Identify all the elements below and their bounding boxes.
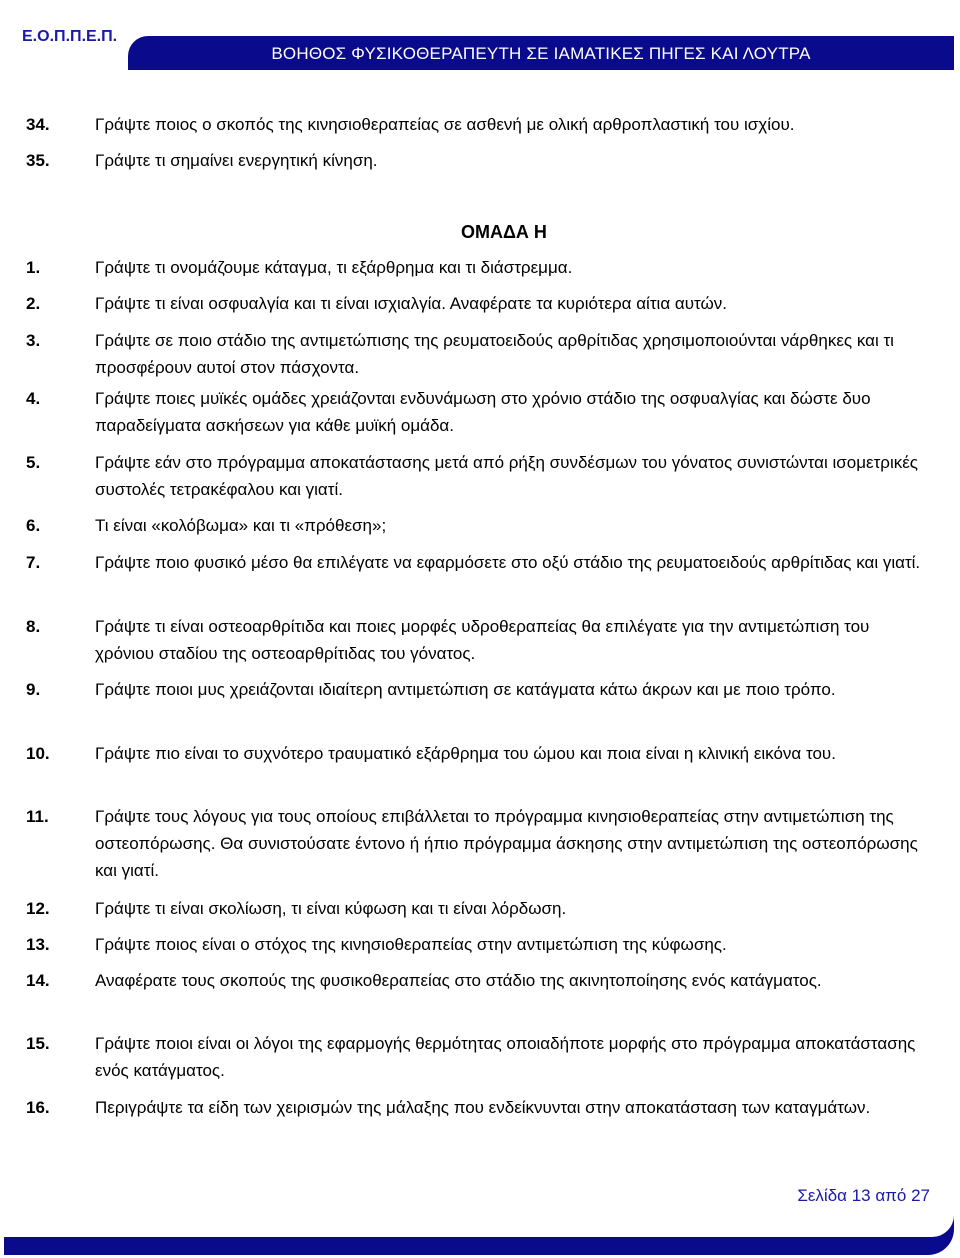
question-text: Γράψτε εάν στο πρόγραμμα αποκατάστασης μετά από ρήξη συνδέσμων του γόνατος συνιστώνται ισομετρικές συστολές τετρακέφαλου και γιατί. xyxy=(95,453,918,499)
question-text: Γράψτε τι είναι οσφυαλγία και τι είναι ισχιαλγία. Αναφέρατε τα κυριότερα αίτια αυτών. xyxy=(95,294,727,313)
question-number: 5. xyxy=(26,453,41,472)
question-number: 12. xyxy=(26,899,50,918)
footer-panel xyxy=(4,1170,954,1237)
organization-label: Ε.Ο.Π.Π.Ε.Π. xyxy=(22,28,118,45)
question-text: Γράψτε πιο είναι το συχνότερο τραυματικό εξάρθρημα του ώμου και ποια είναι η κλινική εικόνα του. xyxy=(95,744,836,763)
question-number: 11. xyxy=(26,807,49,826)
document-title: ΒΟΗΘΟΣ ΦΥΣΙΚΟΘΕΡΑΠΕΥΤΗ ΣΕ ΙΑΜΑΤΙΚΕΣ ΠΗΓΕΣ ΚΑΙ ΛΟΥΤΡΑ xyxy=(271,44,811,63)
question-text: Γράψτε ποιος ο σκοπός της κινησιοθεραπείας σε ασθενή με ολική αρθροπλαστική του ισχίου. xyxy=(95,115,795,134)
question-text: Γράψτε τι σημαίνει ενεργητική κίνηση. xyxy=(95,151,378,170)
question-number: 14. xyxy=(26,971,50,990)
question-number: 10. xyxy=(26,744,50,763)
question-number: 8. xyxy=(26,617,41,636)
question-text: Περιγράψτε τα είδη των χειρισμών της μάλαξης που ενδείκνυνται στην αποκατάσταση των καταγμάτων. xyxy=(95,1098,871,1117)
page-number: Σελίδα 13 από 27 xyxy=(797,1186,930,1205)
question-text: Γράψτε ποιες μυϊκές ομάδες χρειάζονται ενδυνάμωση στο χρόνιο στάδιο της οσφυαλγίας και δώστε δυο παραδείγματα ασκήσεων για κάθε μυϊκή ομάδα. xyxy=(95,389,871,435)
question-number: 35. xyxy=(26,151,50,170)
question-number: 15. xyxy=(26,1034,50,1053)
question-text: Γράψτε ποιο φυσικό μέσο θα επιλέγατε να εφαρμόσετε στο οξύ στάδιο της ρευματοειδούς αρθρίτιδας και γιατί. xyxy=(95,553,921,572)
question-number: 13. xyxy=(26,935,50,954)
question-number: 1. xyxy=(26,258,41,277)
question-number: 4. xyxy=(26,389,41,408)
question-number: 16. xyxy=(26,1098,50,1117)
question-number: 7. xyxy=(26,553,41,572)
question-text: Γράψτε τι είναι σκολίωση, τι είναι κύφωση και τι είναι λόρδωση. xyxy=(95,899,567,918)
question-text: Γράψτε σε ποιο στάδιο της αντιμετώπισης της ρευματοειδούς αρθρίτιδας χρησιμοποιούνται νάρθηκες και τι προσφέρουν αυτοί στον πάσχοντα. xyxy=(95,331,894,377)
question-text: Γράψτε τους λόγους για τους οποίους επιβάλλεται το πρόγραμμα κινησιοθεραπείας στην αντιμετώπιση της οστεοπόρωσης. Θα συνιστούσατε έντονο ή ήπιο πρόγραμμα άσκησης στην αντιμετώπιση της οστεοπόρωσης και γιατί. xyxy=(95,807,918,880)
question-text: Γράψτε ποιοι μυς χρειάζονται ιδιαίτερη αντιμετώπιση σε κατάγματα κάτω άκρων και με ποιο τρόπο. xyxy=(95,680,836,699)
question-text: Γράψτε ποιοι είναι οι λόγοι της εφαρμογής θερμότητας οποιαδήποτε μορφής στο πρόγραμμα αποκατάστασης ενός κατάγματος. xyxy=(95,1034,916,1080)
question-text: Τι είναι «κολόβωμα» και τι «πρόθεση»; xyxy=(95,516,387,535)
question-number: 9. xyxy=(26,680,41,699)
question-number: 2. xyxy=(26,294,41,313)
group-title: ΟΜΑΔΑ Η xyxy=(461,222,547,242)
question-number: 34. xyxy=(26,115,50,134)
question-number: 3. xyxy=(26,331,41,350)
header-banner xyxy=(128,36,954,70)
question-text: Γράψτε ποιος είναι ο στόχος της κινησιοθεραπείας στην αντιμετώπιση της κύφωσης. xyxy=(95,935,727,954)
question-text: Γράψτε τι ονομάζουμε κάταγμα, τι εξάρθρημα και τι διάστρεμμα. xyxy=(95,258,573,277)
question-text: Γράψτε τι είναι οστεοαρθρίτιδα και ποιες μορφές υδροθεραπείας θα επιλέγατε για την αντιμετώπιση του χρόνιου σταδίου της οστεοαρθρίτιδας του γόνατος. xyxy=(95,617,870,663)
footer-frame xyxy=(4,1170,954,1255)
question-text: Αναφέρατε τους σκοπούς της φυσικοθεραπείας στο στάδιο της ακινητοποίησης ενός κατάγματος. xyxy=(95,971,822,990)
question-number: 6. xyxy=(26,516,41,535)
